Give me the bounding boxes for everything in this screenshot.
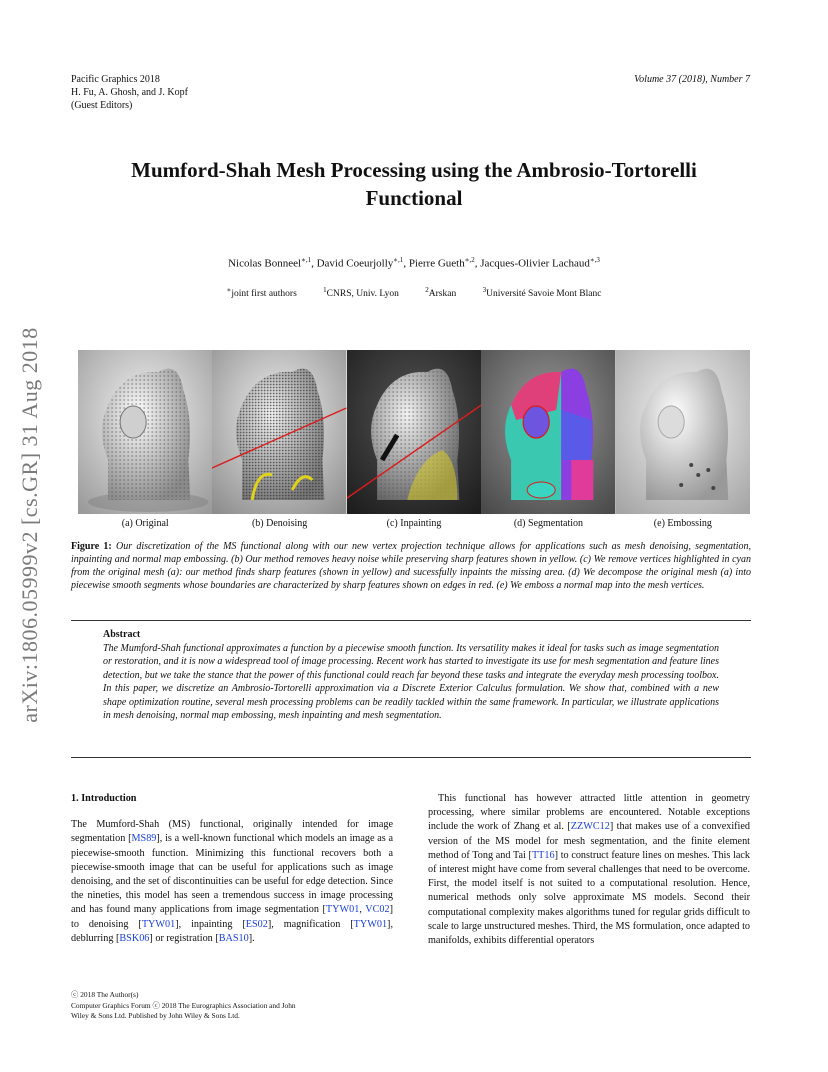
title-line-2: Functional [365, 186, 463, 210]
author-name: David Coeurjolly [316, 257, 394, 270]
text-run: ] to construct feature lines on meshes. This lack of interest might have come from several challenges that need to be overcome. First, the model itself is not suited to a computational resolution. Hence, numerical methods only solve approximate MS models. Second their computational complexity makes algorithms tuned for regular grids difficult to scale to large unstructured meshes. Third, the MS formulation, once adapted to manifolds, exhibits differential operators [428, 849, 751, 947]
column-right [428, 792, 750, 948]
editors-role: (Guest Editors) [71, 100, 133, 111]
mesh-original-image [78, 350, 212, 514]
footer-line: Computer Graphics Forum ⓒ 2018 The Eurographics Association and John [71, 1000, 296, 1010]
citation-link[interactable]: ZZWC12 [570, 821, 610, 833]
citation-link[interactable]: ES02 [245, 918, 268, 930]
affil-text: Arskan [428, 289, 457, 300]
citation-link[interactable]: TYW01 [353, 918, 388, 930]
figure-caption [71, 540, 751, 592]
mesh-inpainting-image [347, 350, 481, 514]
header-left [71, 73, 188, 112]
author-name: Jacques-Olivier Lachaud [480, 257, 590, 270]
text-run: ], magnification [ [267, 918, 354, 930]
mesh-embossing-image [616, 350, 750, 514]
citation-link[interactable]: VC02 [365, 904, 390, 916]
affiliation [482, 286, 602, 300]
affil-sup: 1 [323, 286, 327, 294]
conference-name: Pacific Graphics 2018 [71, 74, 160, 85]
mesh-denoising-image [212, 350, 346, 514]
footer-line: ⓒ 2018 The Author(s) [71, 990, 139, 999]
figure-1 [78, 350, 750, 514]
author-sup: ∗,2 [464, 256, 475, 264]
author-list: Nicolas Bonneel$^{∗,1}$, David Coeurjolly$^{∗,1}$, Pierre Gueth$^{∗,2}$, Jacques-Olivier Lachaud$^{∗,3}$ [228, 256, 600, 270]
abstract [103, 628, 719, 723]
figure-captions [78, 518, 750, 529]
author-sup: ∗,1 [301, 256, 312, 264]
caption-original: (a) Original [121, 518, 169, 529]
citation-link[interactable]: BAS10 [218, 932, 249, 944]
text-run: ] that makes use of a convexified version of the MS model for mesh segmentation, and the finite element method of Tong and Tai [ [428, 821, 750, 861]
author-sup: ∗,3 [589, 256, 600, 264]
affil-text: joint first authors [231, 289, 297, 300]
editors: H. Fu, A. Ghosh, and J. Kopf [71, 87, 188, 98]
text-run: ], is a well-known functional which models an image as a piecewise-smooth function. Minimizing this functional recovers both a piecewise-smooth image that can be useful for applications such as image denoising, and the set of discontinuities can be useful for edge detection. Since the nineties, this model has seen a tremendous success in image processing and has found many applications from image segmentation [ [71, 833, 393, 916]
mesh-segmentation-image [481, 350, 615, 514]
panel-original [78, 350, 212, 514]
affil-text: Université Savoie Mont Blanc [486, 289, 602, 300]
copyright-footer [71, 990, 296, 1022]
abstract-rule-bottom [71, 757, 751, 758]
text-run: This functional has however attracted little attention in geometry processing, where similar problems are encountered. Notable exceptions include the work of Zhang et al. [ [428, 793, 750, 833]
intro-paragraph-2 [428, 792, 750, 948]
title-line-1: Mumford-Shah Mesh Processing using the Ambrosio-Tortorelli [131, 158, 697, 182]
panel-segmentation [481, 350, 615, 514]
paper-title [60, 156, 768, 212]
figure-label: Figure 1: [71, 541, 112, 552]
arxiv-stamp[interactable]: arXiv:1806.05999v2 [cs.GR] 31 Aug 2018 [17, 327, 42, 723]
caption-segmentation: (d) Segmentation [513, 518, 583, 529]
abstract-rule-top [71, 620, 751, 621]
text-run: ]. [248, 932, 255, 944]
affil-sup: 2 [425, 286, 429, 294]
citation-link[interactable]: TT16 [531, 849, 555, 861]
panel-inpainting [347, 350, 481, 514]
author-sup: ∗,1 [393, 256, 404, 264]
intro-paragraph-1 [71, 818, 393, 946]
text-run: ] to denoising [ [71, 904, 393, 930]
text-run: ], deblurring [ [71, 918, 393, 944]
citation-link[interactable]: TYW01 [141, 918, 176, 930]
caption-inpainting: (c) Inpainting [386, 518, 442, 529]
text-run: ], inpainting [ [175, 918, 246, 930]
caption-embossing: (e) Embossing [653, 518, 712, 529]
author-name: Pierre Gueth [408, 257, 465, 270]
affil-text: CNRS, Univ. Lyon [326, 289, 399, 300]
panel-embossing [616, 350, 750, 514]
author-name: Nicolas Bonneel [228, 257, 302, 270]
affil-sup: 3 [482, 286, 487, 294]
panel-denoising [212, 350, 346, 514]
abstract-text: The Mumford-Shah functional approximates a function by a piecewise smooth function. Its versatility makes it ideal for tasks such as image segmentation or restoration, and it is now a widespread tool of image processing. Recent work has started to investigate its use for mesh segmentation and feature lines detection, but we take the stance that the power of this functional could reach far beyond these tasks and integrate the everyday mesh processing toolbox. In this paper, we discretize an Ambrosio-Tortorelli approximation via a Discrete Exterior Calculus formulation. We show that, combined with a new shape optimization routine, several mesh processing problems can be readily tackled within the same framework. In particular, we illustrate applications in mesh denoising, normal map embossing, mesh inpainting and mesh segmentation. [103, 642, 719, 721]
citation-link[interactable]: TYW01 [325, 904, 360, 916]
caption-denoising: (b) Denoising [251, 518, 308, 529]
section-title: 1. Introduction [71, 793, 137, 804]
abstract-heading: Abstract [103, 629, 141, 640]
figure-caption-text: Our discretization of the MS functional along with our new vertex projection technique allows for applications such as mesh denoising, segmentation, inpainting and normal map embossing. (b) Our method removes heavy noise while preserving sharp features shown in yellow. (c) We remove vertices highlighted in cyan from the original mesh (a): our method finds sharp features (shown in yellow) and sucessfully inpaints the missing area. (d) We decompose the original mesh (a) into piecewise smooth segments whose boundaries are characterized by sharp features shown on edges in red. (e) We emboss a normal map into the mesh vertices. [71, 541, 752, 591]
footer-line: Wiley & Sons Ltd. Published by John Wiley & Sons Ltd. [71, 1011, 240, 1020]
affiliation [323, 286, 399, 300]
affiliations [60, 286, 768, 299]
text-run: ] or registration [ [149, 932, 219, 944]
column-left [71, 792, 393, 946]
volume-info: Volume 37 (2018), Number 7 [634, 74, 750, 85]
citation-link[interactable]: BSK06 [119, 932, 150, 944]
affiliation [226, 286, 297, 300]
text-run: The Mumford-Shah (MS) functional, originally intended for image segmentation [ [71, 819, 393, 845]
affiliation [425, 286, 457, 300]
text-run: , [359, 904, 366, 916]
affil-sup: ∗ [226, 286, 232, 294]
citation-link[interactable]: MS89 [131, 833, 157, 845]
